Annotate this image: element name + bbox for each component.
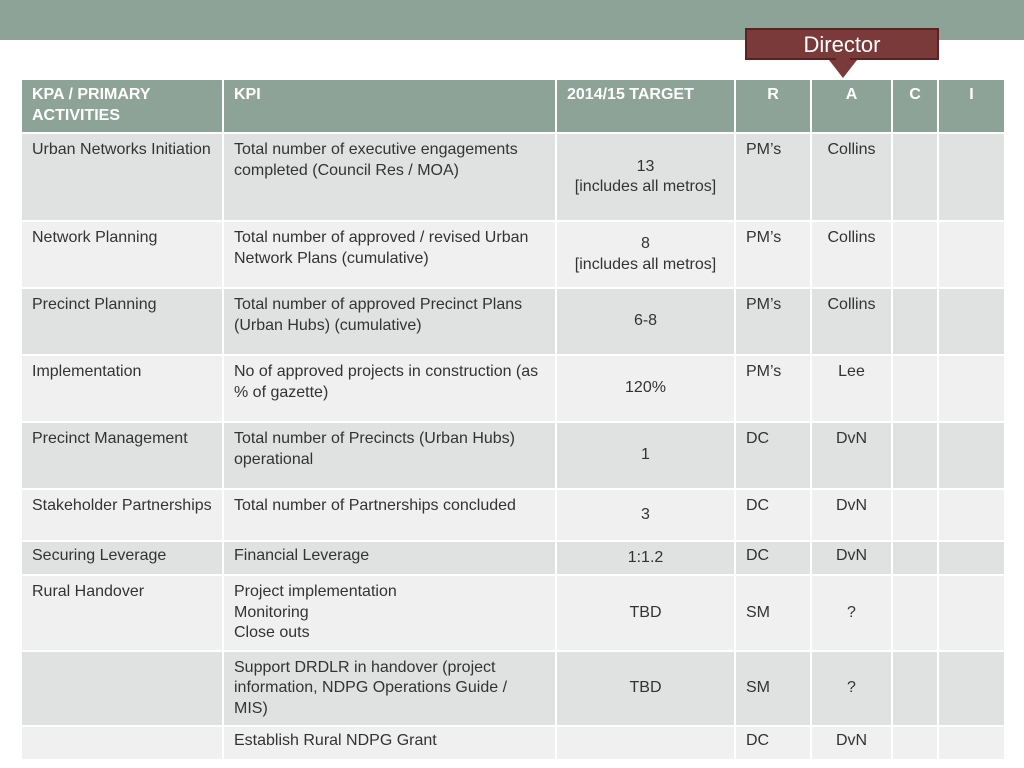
cell-i [938,221,1005,288]
cell-i [938,575,1005,651]
cell-a: Collins [811,288,892,355]
cell-kpa: Urban Networks Initiation [21,133,223,221]
cell-target: 6-8 [556,288,735,355]
table-row [21,651,1005,727]
cell-target: 120% [556,355,735,422]
cell-r: SM [735,575,811,651]
cell-r: DC [735,541,811,575]
cell-kpa [21,651,223,727]
cell-target: TBD [556,651,735,727]
cell-i [938,651,1005,727]
cell-kpa: Stakeholder Partnerships [21,489,223,541]
header-kpa: KPA / PRIMARY ACTIVITIES [21,79,223,133]
header-i: I [938,79,1005,133]
cell-r: PM’s [735,288,811,355]
down-arrow-icon [829,60,857,78]
cell-kpi: Total number of approved / revised Urban Network Plans (cumulative) [223,221,556,288]
cell-kpi: Total number of approved Precinct Plans (Urban Hubs) (cumulative) [223,288,556,355]
cell-kpa: Precinct Planning [21,288,223,355]
table-row [21,575,1005,651]
cell-kpi: Total number of Partnerships concluded [223,489,556,541]
cell-target: 1 [556,422,735,489]
cell-kpa [21,726,223,760]
cell-kpi: Project implementation Monitoring Close outs [223,575,556,651]
cell-target: 8 [includes all metros] [556,221,735,288]
cell-kpi: Establish Rural NDPG Grant [223,726,556,760]
table-row [21,726,1005,760]
header-kpi: KPI [223,79,556,133]
header-target: 2014/15 TARGET [556,79,735,133]
table-row [21,422,1005,489]
cell-target: 3 [556,489,735,541]
header-r: R [735,79,811,133]
cell-r: DC [735,489,811,541]
cell-r: PM’s [735,221,811,288]
table-row [21,288,1005,355]
cell-r: SM [735,651,811,727]
cell-kpi: Support DRDLR in handover (project information, NDPG Operations Guide / MIS) [223,651,556,727]
cell-kpa: Securing Leverage [21,541,223,575]
cell-a: DvN [811,489,892,541]
cell-kpa: Rural Handover [21,575,223,651]
cell-kpa: Network Planning [21,221,223,288]
cell-i [938,489,1005,541]
table-row [21,221,1005,288]
cell-kpa: Precinct Management [21,422,223,489]
table-row [21,355,1005,422]
header-c: C [892,79,938,133]
cell-target [556,726,735,760]
cell-c [892,651,938,727]
cell-i [938,422,1005,489]
kpa-kpi-table [20,78,1006,761]
cell-a: ? [811,575,892,651]
cell-target: TBD [556,575,735,651]
cell-a: DvN [811,726,892,760]
cell-c [892,422,938,489]
cell-i [938,133,1005,221]
cell-target: 13 [includes all metros] [556,133,735,221]
cell-kpi: Total number of executive engagements completed (Council Res / MOA) [223,133,556,221]
table-row [21,133,1005,221]
cell-i [938,355,1005,422]
cell-a: Collins [811,221,892,288]
cell-kpa: Implementation [21,355,223,422]
cell-c [892,726,938,760]
cell-r: DC [735,726,811,760]
cell-a: DvN [811,422,892,489]
table-row [21,541,1005,575]
cell-c [892,288,938,355]
cell-c [892,221,938,288]
cell-r: PM’s [735,133,811,221]
cell-c [892,489,938,541]
cell-c [892,133,938,221]
cell-c [892,355,938,422]
cell-a: Lee [811,355,892,422]
cell-r: PM’s [735,355,811,422]
cell-i [938,726,1005,760]
cell-i [938,541,1005,575]
table-header-row [21,79,1005,133]
cell-kpi: Total number of Precincts (Urban Hubs) operational [223,422,556,489]
header-a: A [811,79,892,133]
table-row [21,489,1005,541]
cell-a: Collins [811,133,892,221]
cell-kpi: No of approved projects in construction (as % of gazette) [223,355,556,422]
director-callout-box: Director [745,28,939,60]
cell-c [892,575,938,651]
cell-kpi: Financial Leverage [223,541,556,575]
cell-a: ? [811,651,892,727]
cell-r: DC [735,422,811,489]
cell-c [892,541,938,575]
cell-target: 1:1.2 [556,541,735,575]
cell-a: DvN [811,541,892,575]
cell-i [938,288,1005,355]
